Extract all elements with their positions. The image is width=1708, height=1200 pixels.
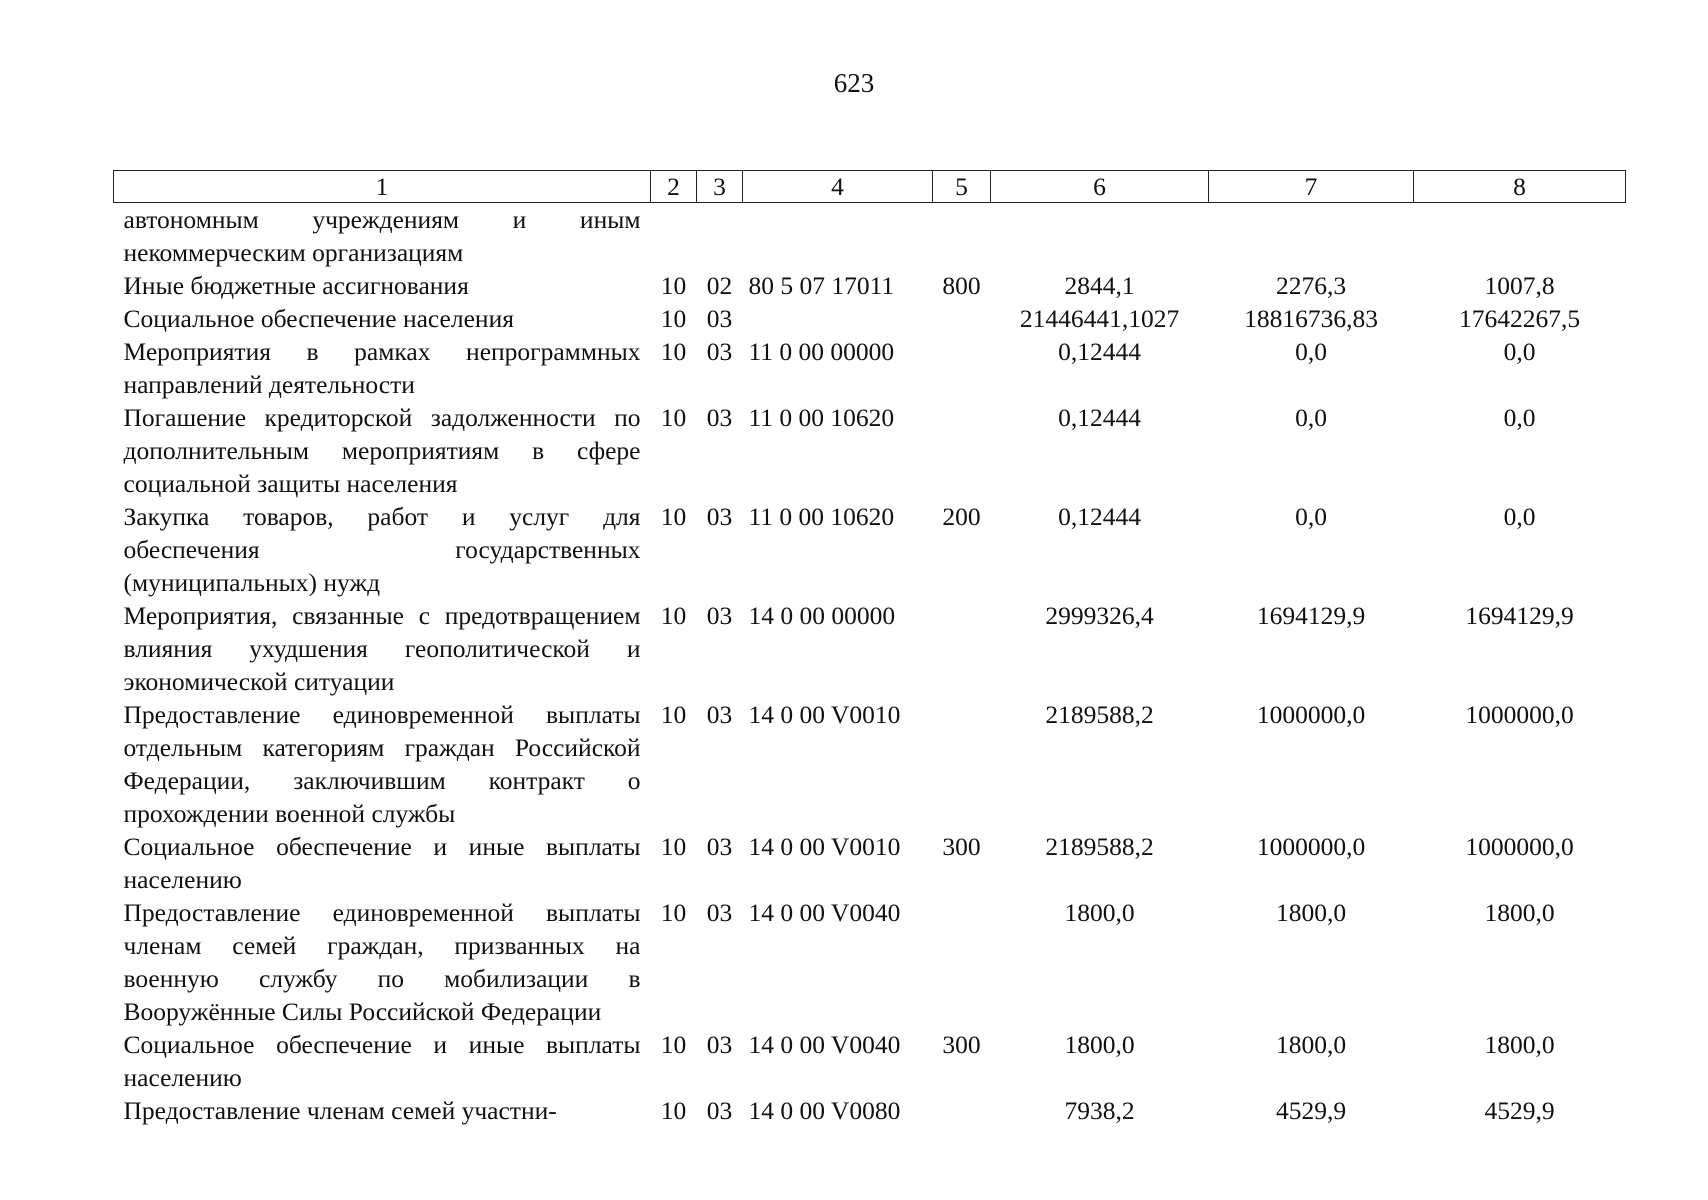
row-value-3: 1000000,0 (1465, 832, 1574, 861)
row-value-1: 0,12444 (1058, 403, 1141, 432)
header-cell-name: 1 (114, 171, 651, 203)
row-target: 14 0 00 V0080 (748, 1096, 901, 1125)
row-target: 80 5 07 17011 (748, 271, 895, 300)
row-name: Предоставление членам семей участни- (123, 1096, 557, 1125)
row-expense-type: 800 (942, 271, 981, 300)
row-target (743, 302, 933, 335)
table-row (114, 401, 1626, 500)
row-subsection: 02 (706, 271, 733, 300)
table-body (114, 203, 1626, 1128)
row-value-2: 1800,0 (1275, 898, 1347, 927)
row-value-1: 1800,0 (1064, 1030, 1135, 1059)
row-value-3: 17642267,5 (1458, 304, 1581, 333)
row-name: Иные бюджетные ассигнования (123, 271, 469, 300)
row-value-1: 2844,1 (1064, 271, 1135, 300)
header-cell-expense-type: 5 (933, 171, 991, 203)
row-value-1: 2189588,2 (1045, 700, 1154, 729)
row-section: 10 (660, 403, 687, 432)
row-value-2: 2276,3 (1275, 271, 1347, 300)
row-expense-type (933, 302, 991, 335)
row-value-2: 18816736,83 (1244, 304, 1378, 333)
row-value-3: 1694129,9 (1465, 601, 1574, 630)
row-expense-type (933, 599, 991, 698)
table-row (114, 302, 1626, 335)
row-value-3: 4529,9 (1484, 1096, 1555, 1125)
row-expense-type (933, 203, 991, 270)
row-subsection: 03 (706, 898, 733, 927)
row-section: 10 (660, 271, 687, 300)
row-subsection: 03 (706, 403, 733, 432)
row-expense-type (933, 401, 991, 500)
page-number: 623 (833, 68, 875, 98)
row-value-3: 0,0 (1503, 403, 1536, 432)
row-section: 10 (660, 1096, 687, 1125)
row-value-2: 0,0 (1295, 502, 1327, 531)
row-value-3: 1800,0 (1484, 898, 1555, 927)
row-value-1: 2999326,4 (1045, 601, 1154, 630)
row-section (651, 203, 697, 270)
row-name: Предоставление единовременной выплаты отдельным категориям граждан Российской Федерации, заключившим контракт о прохождении военной службы (123, 700, 641, 828)
row-value-1: 0,12444 (1058, 337, 1141, 366)
row-expense-type: 200 (942, 502, 981, 531)
table-row (114, 335, 1626, 401)
row-subsection: 03 (706, 601, 733, 630)
row-value-2: 0,0 (1295, 337, 1327, 366)
row-name: Социальное обеспечение и иные выплаты населению (123, 832, 641, 894)
row-target: 14 0 00 V0040 (748, 1030, 901, 1059)
row-value-3: 1800,0 (1484, 1030, 1555, 1059)
row-name: Социальное обеспечение и иные выплаты населению (123, 1030, 641, 1092)
row-target: 14 0 00 V0010 (748, 832, 901, 861)
table-row (114, 269, 1626, 302)
row-name: Мероприятия в рамках непрограммных направлений деятельности (123, 337, 641, 399)
row-value-2: 1000000,0 (1256, 700, 1366, 729)
table-row (114, 698, 1626, 830)
row-section: 10 (660, 502, 687, 531)
row-target: 11 0 00 00000 (748, 337, 895, 366)
row-value-1 (991, 203, 1209, 270)
row-value-2: 1800,0 (1275, 1030, 1347, 1059)
row-name: Мероприятия, связанные с предотвращением влияния ухудшения геополитической и экономической ситуации (123, 601, 641, 696)
table-row (114, 1094, 1626, 1127)
row-subsection: 03 (706, 1030, 733, 1059)
table-row (114, 1028, 1626, 1094)
header-cell-value-1: 6 (991, 171, 1209, 203)
row-value-2: 0,0 (1295, 403, 1327, 432)
row-section: 10 (660, 1030, 687, 1059)
row-value-3: 0,0 (1503, 502, 1536, 531)
table-header (114, 171, 1626, 203)
row-name: Предоставление единовременной выплаты членам семей граждан, призванных на военную службу по мобилизации в Вооружённые Силы Российской Федерации (123, 898, 641, 1026)
row-expense-type (933, 896, 991, 1028)
row-name: Закупка товаров, работ и услуг для обеспечения государственных (муниципальных) нужд (123, 502, 641, 597)
row-expense-type (933, 698, 991, 830)
row-name: Социальное обеспечение населения (123, 304, 514, 333)
row-section: 10 (660, 304, 687, 333)
row-value-1: 21446441,1027 (1019, 304, 1180, 333)
row-section: 10 (660, 898, 687, 927)
header-cell-value-3: 8 (1414, 171, 1626, 203)
row-value-1: 1800,0 (1064, 898, 1135, 927)
row-value-1: 2189588,2 (1045, 832, 1154, 861)
row-value-3: 1007,8 (1484, 271, 1555, 300)
row-section: 10 (660, 700, 687, 729)
row-value-2: 4529,9 (1275, 1096, 1347, 1125)
row-value-2: 1000000,0 (1256, 832, 1366, 861)
budget-table (113, 170, 1626, 1127)
table-row (114, 599, 1626, 698)
row-expense-type: 300 (942, 832, 981, 861)
row-name: автономным учреждениям и иным некоммерческим организациям (123, 205, 641, 267)
row-section: 10 (660, 601, 687, 630)
row-target: 11 0 00 10620 (748, 403, 895, 432)
row-subsection: 03 (706, 1096, 733, 1125)
row-name: Погашение кредиторской задолженности по дополнительным мероприятиям в сфере социальной защиты населения (123, 403, 641, 498)
table-row (114, 203, 1626, 270)
row-target: 14 0 00 00000 (748, 601, 896, 630)
header-row (114, 171, 1626, 203)
header-cell-subsection: 3 (697, 171, 743, 203)
row-subsection: 03 (706, 832, 733, 861)
row-subsection: 03 (706, 337, 733, 366)
header-cell-target: 4 (743, 171, 933, 203)
row-value-3: 0,0 (1503, 337, 1536, 366)
row-value-3: 1000000,0 (1465, 700, 1574, 729)
row-subsection (697, 203, 743, 270)
row-subsection: 03 (706, 502, 733, 531)
table-row (114, 500, 1626, 599)
row-section: 10 (660, 337, 687, 366)
row-value-3 (1414, 203, 1626, 270)
row-target: 14 0 00 V0040 (748, 898, 901, 927)
row-subsection: 03 (706, 700, 733, 729)
row-section: 10 (660, 832, 687, 861)
table-row (114, 830, 1626, 896)
header-cell-section: 2 (651, 171, 697, 203)
table-row (114, 896, 1626, 1028)
row-target (743, 203, 933, 270)
row-subsection: 03 (706, 304, 733, 333)
row-value-2 (1209, 203, 1414, 270)
row-expense-type (933, 1094, 991, 1127)
row-expense-type (933, 335, 991, 401)
header-cell-value-2: 7 (1209, 171, 1414, 203)
row-target: 14 0 00 V0010 (748, 700, 901, 729)
row-value-1: 0,12444 (1058, 502, 1141, 531)
row-value-1: 7938,2 (1064, 1096, 1135, 1125)
row-expense-type: 300 (942, 1030, 981, 1059)
row-target: 11 0 00 10620 (748, 502, 895, 531)
row-value-2: 1694129,9 (1256, 601, 1366, 630)
